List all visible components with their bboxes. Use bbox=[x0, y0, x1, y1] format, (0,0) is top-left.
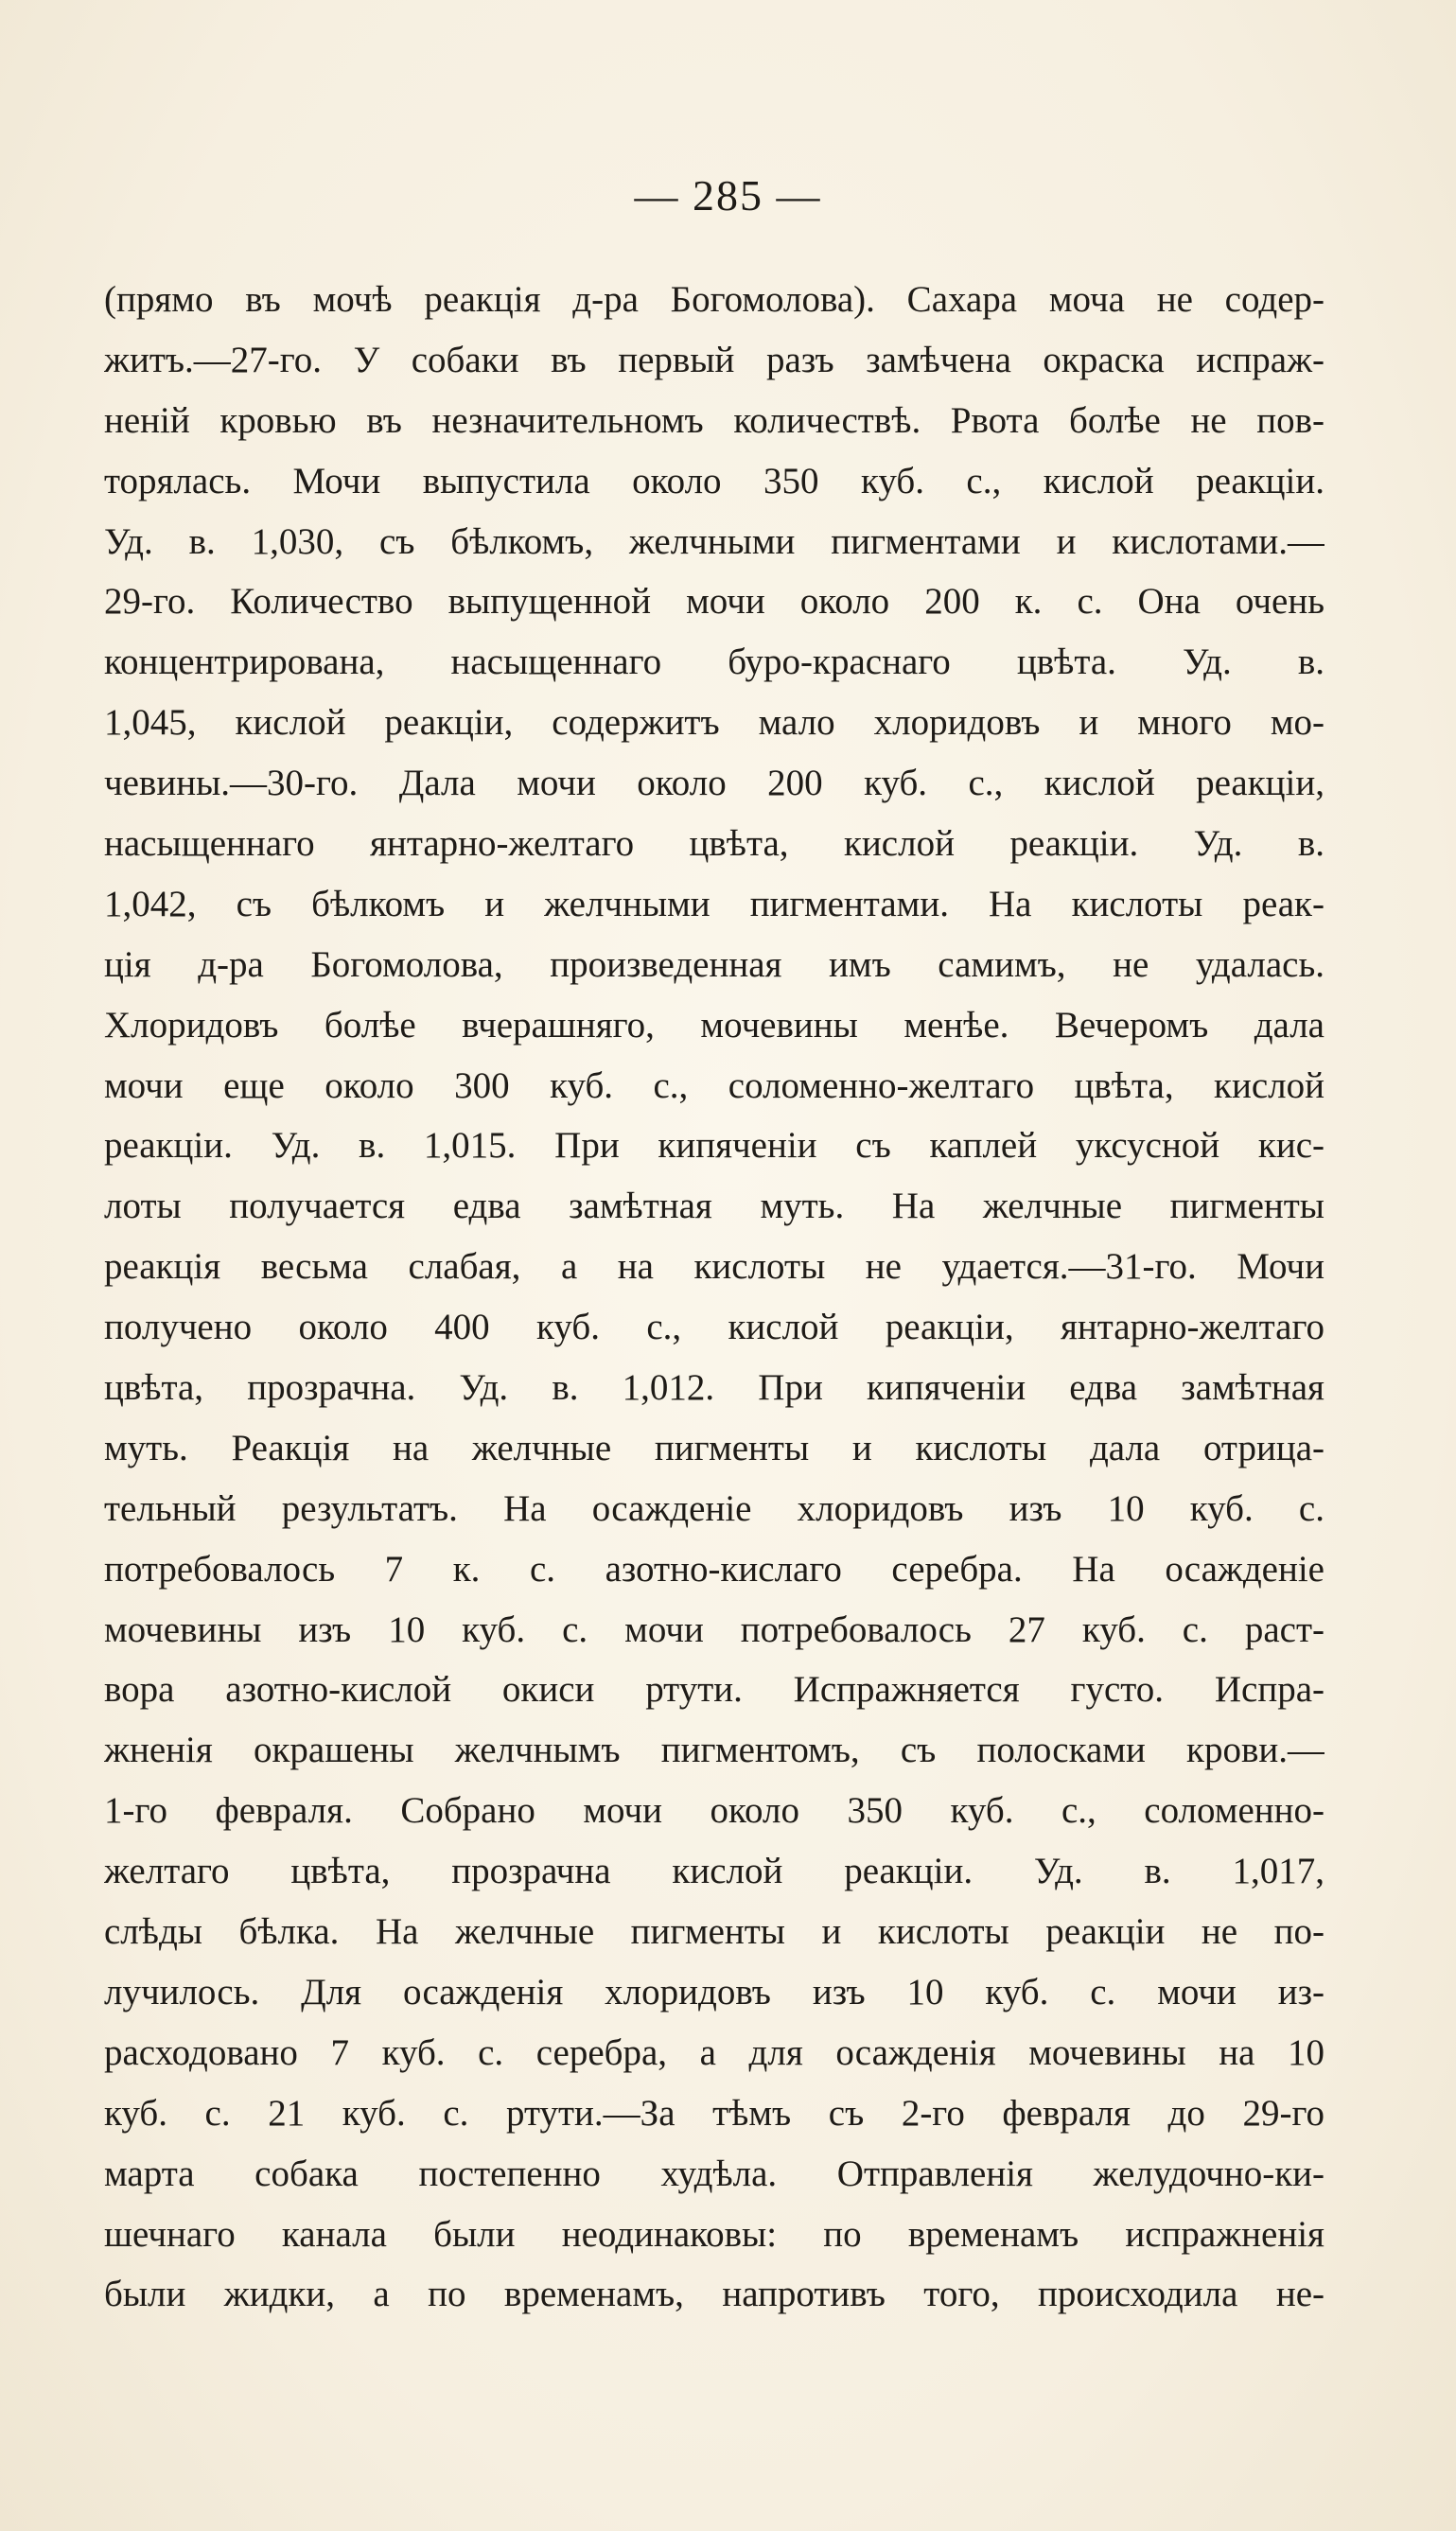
text-line: марта собака постепенно худѣла. Отправленія желудочно-ки- bbox=[104, 2153, 1324, 2194]
text-line: получено около 400 куб. с., кислой реакціи, янтарно-желтаго bbox=[104, 1307, 1324, 1348]
text-line: ція д-ра Богомолова, произведенная имъ самимъ, не удалась. bbox=[104, 943, 1324, 985]
text-line: неній кровью въ незначительномъ количествѣ. Рвота болѣе не пов- bbox=[104, 399, 1324, 441]
text-line: вора азотно-кислой окиси ртути. Испражняется густо. Испра- bbox=[104, 1669, 1324, 1711]
text-line: потребовалось 7 к. с. азотно-кислаго серебра. На осажденіе bbox=[104, 1548, 1324, 1590]
text-line: шечнаго канала были неодинаковы: по временамъ испражненія bbox=[104, 2213, 1324, 2255]
text-line: (прямо въ мочѣ реакція д-ра Богомолова). Сахара моча не содер- bbox=[104, 279, 1324, 320]
text-line: 1,042, съ бѣлкомъ и желчными пигментами. На кислоты реак- bbox=[104, 883, 1324, 924]
text-line: цвѣта, прозрачна. Уд. в. 1,012. При кипяченіи едва замѣтная bbox=[104, 1367, 1324, 1409]
text-line: чевины.—30-го. Дала мочи около 200 куб. с., кислой реакціи, bbox=[104, 763, 1324, 804]
text-line: слѣды бѣлка. На желчные пигменты и кислоты реакціи не по- bbox=[104, 1911, 1324, 1953]
text-line: лоты получается едва замѣтная муть. На желчные пигменты bbox=[104, 1186, 1324, 1227]
text-line: реакція весьма слабая, а на кислоты не удается.—31-го. Мочи bbox=[104, 1246, 1324, 1288]
text-line: лучилось. Для осажденія хлоридовъ изъ 10 куб. с. мочи из- bbox=[104, 1971, 1324, 2012]
text-line: расходовано 7 куб. с. серебра, а для осажденія мочевины на 10 bbox=[104, 2031, 1324, 2073]
text-line: торялась. Мочи выпустила около 350 куб. с., кислой реакціи. bbox=[104, 460, 1324, 501]
text-line: концентрирована, насыщеннаго буро-краснаго цвѣта. Уд. в. bbox=[104, 642, 1324, 683]
body-text bbox=[104, 270, 1324, 2325]
text-line: житъ.—27-го. У собаки въ первый разъ замѣчена окраска испраж- bbox=[104, 339, 1324, 380]
page-number: — 285 — bbox=[634, 171, 822, 220]
text-line: 1,045, кислой реакціи, содержитъ мало хлоридовъ и много мо- bbox=[104, 702, 1324, 744]
text-line: 1-го февраля. Собрано мочи около 350 куб. с., соломенно- bbox=[104, 1790, 1324, 1832]
text-line: куб. с. 21 куб. с. ртути.—За тѣмъ съ 2-го февраля до 29-го bbox=[104, 2092, 1324, 2134]
text-line: муть. Реакція на желчные пигменты и кислоты дала отрица- bbox=[104, 1427, 1324, 1468]
text-line: жненія окрашены желчнымъ пигментомъ, съ полосками крови.— bbox=[104, 1730, 1324, 1771]
text-line: были жидки, а по временамъ, напротивъ того, происходила не- bbox=[104, 2274, 1324, 2315]
text-line: Хлоридовъ болѣе вчерашняго, мочевины менѣе. Вечеромъ дала bbox=[104, 1004, 1324, 1046]
text-line: насыщеннаго янтарно-желтаго цвѣта, кислой реакціи. Уд. в. bbox=[104, 823, 1324, 865]
text-line: тельный результатъ. На осажденіе хлоридовъ изъ 10 куб. с. bbox=[104, 1487, 1324, 1529]
text-line: 29-го. Количество выпущенной мочи около 200 к. с. Она очень bbox=[104, 581, 1324, 623]
text-line: мочи еще около 300 куб. с., соломенно-желтаго цвѣта, кислой bbox=[104, 1064, 1324, 1106]
text-line: Уд. в. 1,030, съ бѣлкомъ, желчными пигментами и кислотами.— bbox=[104, 520, 1324, 562]
text-line: желтаго цвѣта, прозрачна кислой реакціи. Уд. в. 1,017, bbox=[104, 1851, 1324, 1892]
text-line: мочевины изъ 10 куб. с. мочи потребовалось 27 куб. с. раст- bbox=[104, 1608, 1324, 1650]
text-line: реакціи. Уд. в. 1,015. При кипяченіи съ каплей уксусной кис- bbox=[104, 1125, 1324, 1167]
